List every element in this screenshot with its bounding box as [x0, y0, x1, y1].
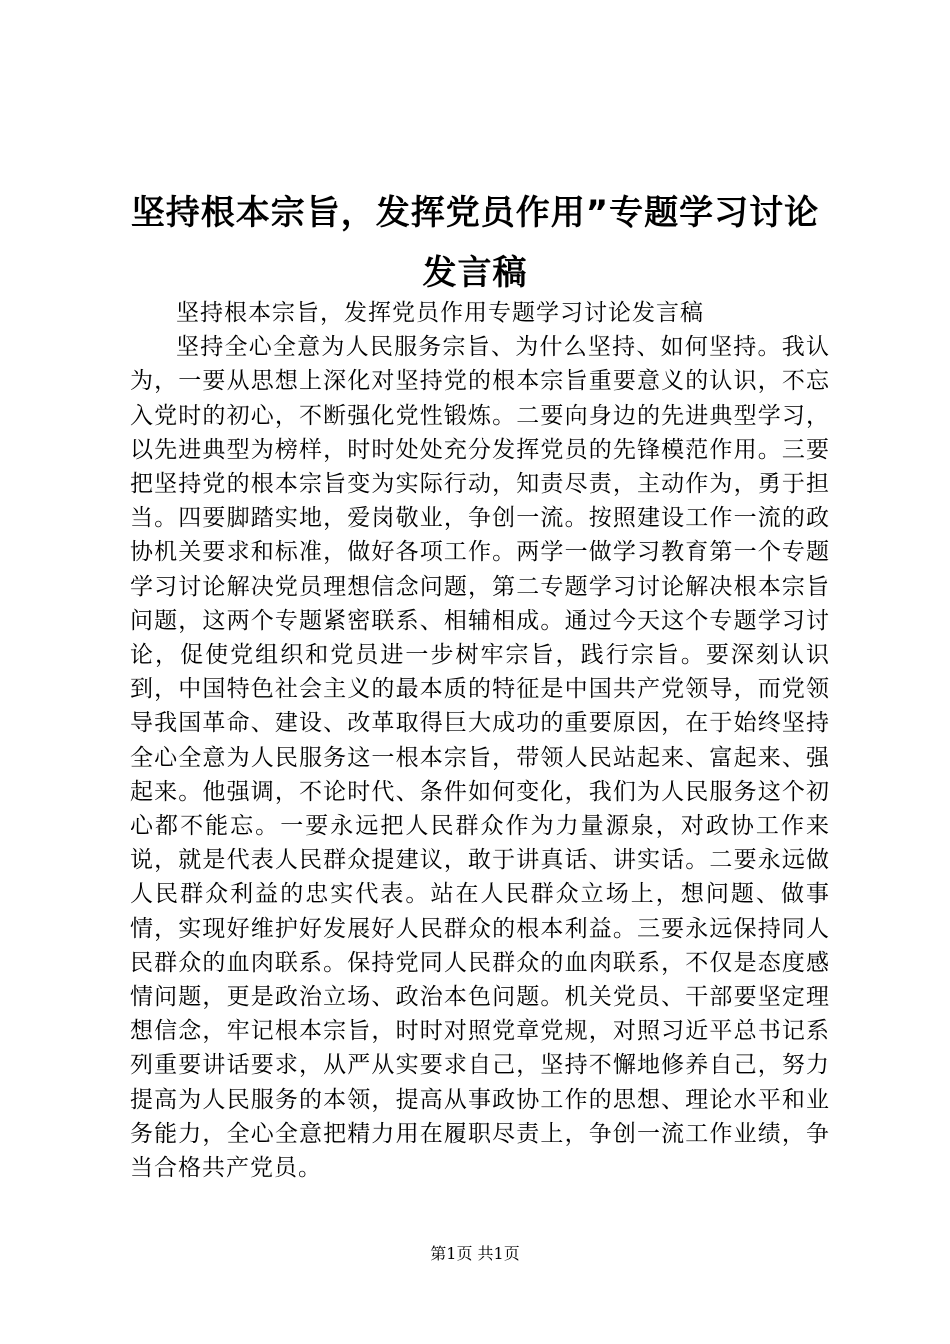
- document-body: [130, 296, 830, 1185]
- title-line-2: 发言稿: [422, 252, 528, 293]
- subtitle-paragraph: 坚持根本宗旨，发挥党员作用专题学习讨论发言稿: [176, 300, 704, 326]
- document-title: [110, 183, 840, 303]
- title-line-1: 坚持根本宗旨，发挥党员作用”专题学习讨论: [130, 192, 820, 233]
- page-footer: 第1页 共1页: [430, 1244, 520, 1263]
- body-paragraph: 坚持全心全意为人民服务宗旨、为什么坚持、如何坚持。我认为，一要从思想上深化对坚持党的根本宗旨重要意义的认识，不忘入党时的初心，不断强化党性锻炼。二要向身边的先进典型学习，以先进典型为榜样，时时处处充分发挥党员的先锋模范作用。三要把坚持党的根本宗旨变为实际行动，知责尽责，主动作为，勇于担当。四要脚踏实地，爱岗敬业，争创一流。按照建设工作一流的政协机关要求和标准，做好各项工作。两学一做学习教育第一个专题学习讨论解决党员理想信念问题，第二专题学习讨论解决根本宗旨问题，这两个专题紧密联系、相辅相成。通过今天这个专题学习讨论，促使党组织和党员进一步树牢宗旨，践行宗旨。要深刻认识到，中国特色社会主义的最本质的特征是中国共产党领导，而党领导我国革命、建设、改革取得巨大成功的重要原因，在于始终坚持全心全意为人民服务这一根本宗旨，带领人民站起来、富起来、强起来。他强调，不论时代、条件如何变化，我们为人民服务这个初心都不能忘。一要永远把人民群众作为力量源泉，对政协工作来说，就是代表人民群众提建议，敢于讲真话、讲实话。二要永远做人民群众利益的忠实代表。站在人民群众立场上，想问题、做事情，实现好维护好发展好人民群众的根本利益。三要永远保持同人民群众的血肉联系。保持党同人民群众的血肉联系，不仅是态度感情问题，更是政治立场、政治本色问题。机关党员、干部要坚定理想信念，牢记根本宗旨，时时对照党章党规，对照习近平总书记系列重要讲话要求，从严从实要求自己，坚持不懈地修养自己，努力提高为人民服务的本领，提高从事政协工作的思想、理论水平和业务能力，全心全意把精力用在履职尽责上，争创一流工作业绩，争当合格共产党员。: [130, 334, 830, 1182]
